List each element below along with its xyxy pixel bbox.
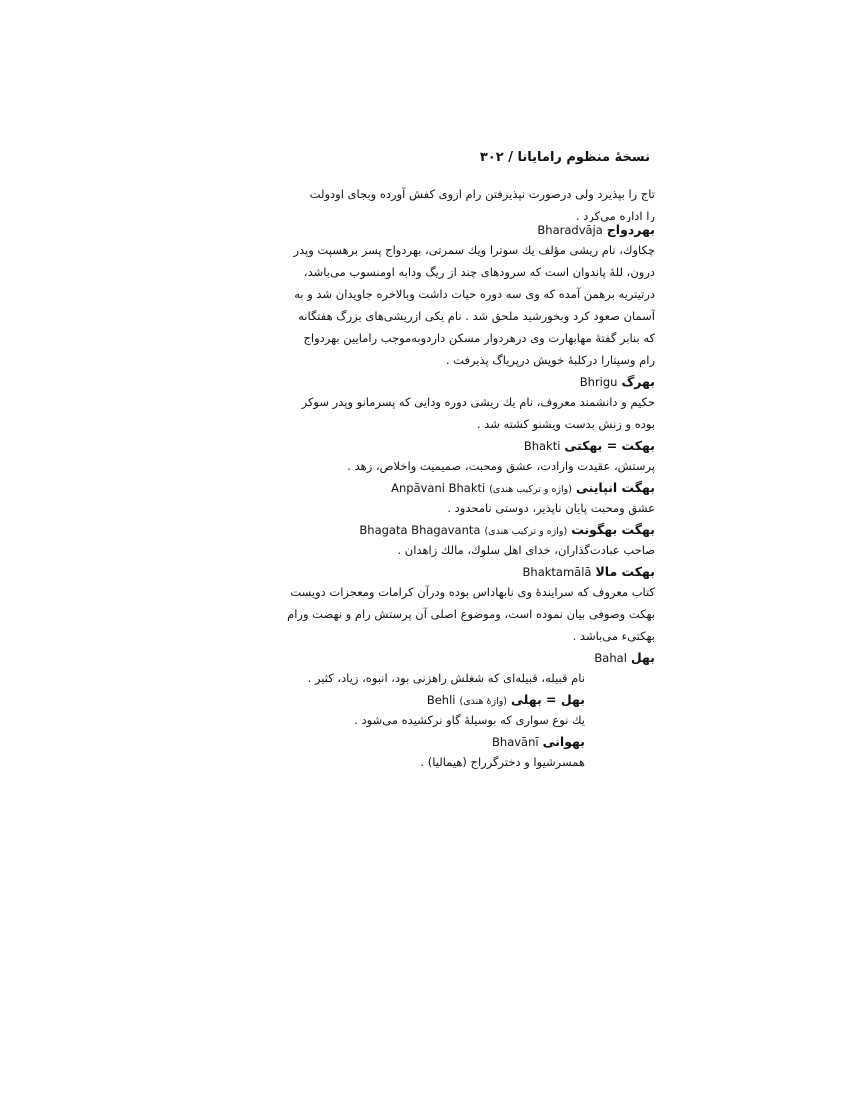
glossary-entry-heading: [225, 564, 655, 584]
glossary-entry-heading: [225, 222, 655, 242]
entry-headword: بهکت مالا: [595, 564, 655, 579]
page-number: ۳۰۲: [479, 150, 504, 165]
entry-headword: بهوانی: [542, 734, 585, 749]
entry-definition-line: چکاوك، نام ریشی مؤلف یك سوترا ویك سمرتی، بهردواج پسر برهسپت وپدر: [293, 243, 655, 257]
entry-headword: بهردواج: [606, 222, 655, 237]
entry-headword: بهل = بهلی: [511, 692, 585, 707]
entry-definition-line: همسرشیوا و دخترگرراج (هیمالیا) .: [420, 755, 585, 769]
entry-transliteration: Bharadvāja: [537, 223, 603, 237]
glossary-text: [225, 186, 655, 776]
entry-transliteration: Anpāvani Bhakti: [391, 481, 486, 495]
header-separator: /: [508, 150, 513, 165]
entry-definition-line: درتیتریه برهمن آمده که وی سه دوره حیات داشت وبالاخره جاویدان شد و به: [294, 287, 655, 301]
entry-definition-line: آسمان صعود کرد وبخورشید ملحق شد . نام یکی ازریشی‌های بزرگ هفتگانه: [298, 309, 655, 323]
entry-definition-line: صاحب عبادت‌گذاران، خدای اهل سلوك، مالك زاهدان .: [397, 543, 655, 557]
entry-transliteration: Bahal: [594, 651, 627, 665]
entry-note: (واژهٔ هندی): [459, 696, 508, 707]
entry-definition-line: حکیم و دانشمند معروف، نام یك ریشی دوره ودایی که پسرمانو وپدر سوکر: [301, 395, 655, 409]
entry-headword: بهگت بهگونت: [571, 522, 655, 537]
book-title: نسخهٔ منظوم رامایانا: [517, 150, 650, 165]
entry-transliteration: Bhrigu: [579, 375, 618, 389]
glossary-entry-heading: [225, 480, 655, 500]
entry-headword: بهکت = بهکتی: [564, 438, 655, 453]
glossary-entry-heading: [225, 692, 655, 712]
entry-transliteration: Bhavānī: [492, 735, 539, 749]
glossary-entry-heading: [225, 650, 655, 670]
entry-headword: بهگت انپاینی: [575, 480, 655, 495]
entry-note: (واژه و ترکیب هندی): [484, 526, 568, 537]
entry-definition-line: درون، للهٔ پاندوان است که سرودهای چند از ریگ ودابه اومنسوب می‌باشد،: [303, 265, 655, 279]
entry-definition-line: بهکتیء می‌باشد .: [572, 629, 655, 643]
entry-definition-line: بوده و زنش بدست ویشنو کشته شد .: [476, 417, 655, 431]
entry-definition-line: عشق ومحبت پایان ناپذیر، دوستی نامحدود .: [447, 501, 655, 515]
entry-note: (واژه و ترکیب هندی): [489, 484, 572, 495]
entry-definition-line: بهکت وصوفی بیان نموده است، وموضوع اصلی آن پرستش رام و نهضت ورام: [287, 607, 655, 621]
entry-definition-line: نام قبیله، قبیله‌ای که شغلش راهزنی بود، انبوه، زیاد، کثیر .: [307, 671, 585, 685]
entry-transliteration: Behli: [426, 693, 456, 707]
entry-transliteration: Bhagata Bhagavanta: [359, 523, 481, 537]
entry-headword: بهرگ: [621, 374, 655, 389]
intro-line: را اداره می‌کرد .: [575, 209, 655, 222]
intro-line: تاج را بپذیرد ولی درصورت نپذیرفتن رام ازوی کفش آورده وبجای اودولت: [309, 187, 655, 201]
page-header: [479, 150, 650, 165]
entry-definition-line: پرستش، عقیدت وارادت، عشق ومحبت، صمیمیت واخلاص، زهد .: [347, 459, 655, 473]
glossary-entry-heading: [225, 734, 655, 754]
entry-headword: بهل: [630, 650, 655, 665]
entry-transliteration: Bhaktamālā: [522, 565, 592, 579]
entry-definition-line: کتاب معروف که سرایندهٔ وی نابهاداس بوده ودرآن کرامات ومعجزات دویست: [290, 585, 655, 599]
entry-transliteration: Bhakti: [523, 439, 561, 453]
glossary-entry-heading: [225, 438, 655, 458]
entry-definition-line: یك نوع سواری که بوسیلهٔ گاو نرکشیده می‌شود .: [354, 713, 585, 727]
glossary-entry-heading: [225, 522, 655, 542]
entry-definition-line: که بنابر گفتهٔ مهابهارت وی درهردوار مسکن داردوبه‌موجب رامایین بهردواج: [303, 331, 655, 345]
glossary-entry-heading: [225, 374, 655, 394]
entry-definition-line: رام وسیتارا درکلبهٔ خویش درپریاگ پذیرفت .: [445, 353, 655, 367]
